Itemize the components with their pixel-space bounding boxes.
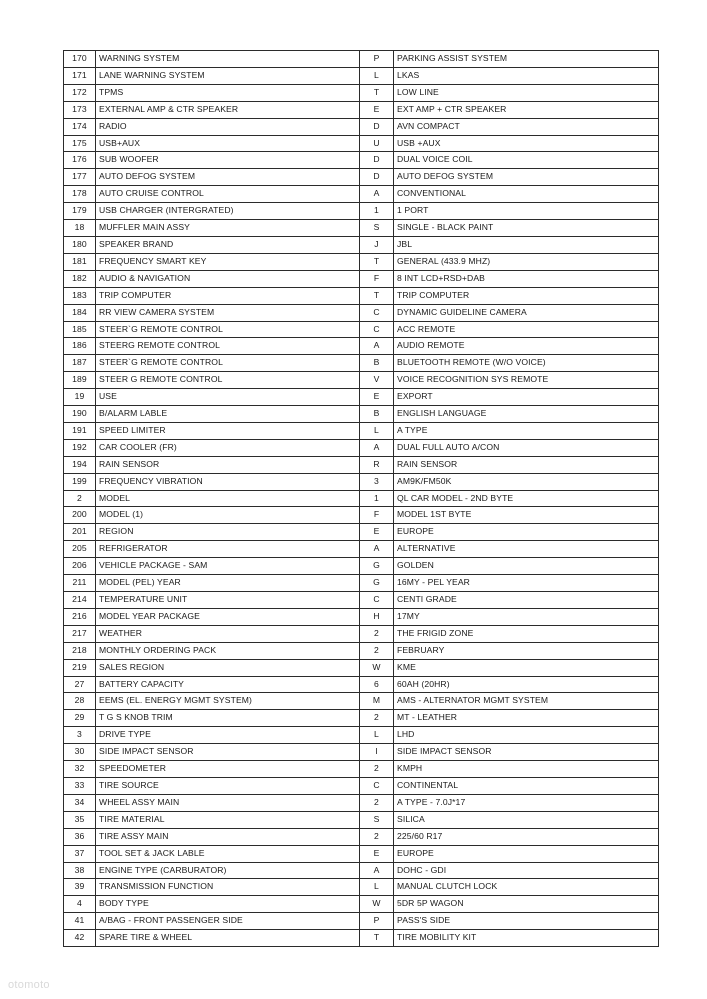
option-description-cell: EXPORT	[394, 389, 659, 406]
feature-code-cell: 36	[64, 828, 96, 845]
feature-code-cell: 216	[64, 608, 96, 625]
feature-code-cell: 184	[64, 304, 96, 321]
feature-code-cell: 33	[64, 777, 96, 794]
option-description-cell: EUROPE	[394, 524, 659, 541]
option-description-cell: 225/60 R17	[394, 828, 659, 845]
table-row	[64, 490, 659, 507]
option-description-cell: EXT AMP + CTR SPEAKER	[394, 101, 659, 118]
option-description-cell: FEBRUARY	[394, 642, 659, 659]
table-row	[64, 253, 659, 270]
table-row	[64, 524, 659, 541]
option-code-cell: L	[360, 422, 394, 439]
feature-name-cell: TOOL SET & JACK LABLE	[96, 845, 360, 862]
table-row	[64, 203, 659, 220]
table-row	[64, 862, 659, 879]
feature-name-cell: MODEL	[96, 490, 360, 507]
option-description-cell: VOICE RECOGNITION SYS REMOTE	[394, 372, 659, 389]
feature-code-cell: 2	[64, 490, 96, 507]
feature-name-cell: STEER`G REMOTE CONTROL	[96, 321, 360, 338]
option-code-cell: T	[360, 930, 394, 947]
option-description-cell: AVN COMPACT	[394, 118, 659, 135]
feature-code-cell: 28	[64, 693, 96, 710]
option-description-cell: BLUETOOTH REMOTE (W/O VOICE)	[394, 355, 659, 372]
option-code-cell: M	[360, 693, 394, 710]
table-row	[64, 828, 659, 845]
feature-code-cell: 201	[64, 524, 96, 541]
table-row	[64, 169, 659, 186]
feature-code-cell: 35	[64, 811, 96, 828]
option-code-cell: 6	[360, 676, 394, 693]
option-code-cell: E	[360, 524, 394, 541]
table-row	[64, 321, 659, 338]
table-row	[64, 338, 659, 355]
option-code-cell: T	[360, 287, 394, 304]
option-description-cell: LOW LINE	[394, 84, 659, 101]
table-row	[64, 744, 659, 761]
option-code-cell: W	[360, 659, 394, 676]
feature-code-cell: 185	[64, 321, 96, 338]
table-row	[64, 558, 659, 575]
feature-code-cell: 219	[64, 659, 96, 676]
feature-name-cell: TEMPERATURE UNIT	[96, 592, 360, 609]
table-row	[64, 608, 659, 625]
option-code-cell: P	[360, 51, 394, 68]
option-description-cell: 60AH (20HR)	[394, 676, 659, 693]
watermark: otomoto	[8, 979, 50, 991]
option-description-cell: GENERAL (433.9 MHZ)	[394, 253, 659, 270]
table-row	[64, 811, 659, 828]
feature-code-cell: 182	[64, 270, 96, 287]
option-code-cell: F	[360, 270, 394, 287]
feature-code-cell: 183	[64, 287, 96, 304]
table-row	[64, 389, 659, 406]
option-description-cell: AUTO DEFOG SYSTEM	[394, 169, 659, 186]
feature-name-cell: ENGINE TYPE (CARBURATOR)	[96, 862, 360, 879]
feature-name-cell: RAIN SENSOR	[96, 456, 360, 473]
feature-code-cell: 189	[64, 372, 96, 389]
feature-name-cell: STEERG REMOTE CONTROL	[96, 338, 360, 355]
feature-name-cell: RADIO	[96, 118, 360, 135]
feature-name-cell: SUB WOOFER	[96, 152, 360, 169]
option-code-cell: G	[360, 558, 394, 575]
option-description-cell: 16MY - PEL YEAR	[394, 575, 659, 592]
option-code-cell: 2	[360, 710, 394, 727]
option-code-cell: B	[360, 355, 394, 372]
table-row	[64, 372, 659, 389]
table-row	[64, 220, 659, 237]
feature-code-cell: 172	[64, 84, 96, 101]
feature-code-cell: 29	[64, 710, 96, 727]
option-code-cell: C	[360, 777, 394, 794]
option-description-cell: SILICA	[394, 811, 659, 828]
option-code-cell: P	[360, 913, 394, 930]
feature-name-cell: TIRE MATERIAL	[96, 811, 360, 828]
feature-code-cell: 37	[64, 845, 96, 862]
feature-name-cell: BATTERY CAPACITY	[96, 676, 360, 693]
feature-name-cell: LANE WARNING SYSTEM	[96, 67, 360, 84]
option-code-cell: D	[360, 169, 394, 186]
option-code-cell: E	[360, 389, 394, 406]
feature-code-cell: 3	[64, 727, 96, 744]
feature-code-cell: 30	[64, 744, 96, 761]
table-row	[64, 67, 659, 84]
feature-code-cell: 181	[64, 253, 96, 270]
feature-code-cell: 178	[64, 186, 96, 203]
feature-name-cell: AUTO CRUISE CONTROL	[96, 186, 360, 203]
option-code-cell: L	[360, 879, 394, 896]
feature-name-cell: AUDIO & NAVIGATION	[96, 270, 360, 287]
option-description-cell: JBL	[394, 236, 659, 253]
table-row	[64, 642, 659, 659]
option-description-cell: MANUAL CLUTCH LOCK	[394, 879, 659, 896]
option-code-cell: 2	[360, 828, 394, 845]
option-description-cell: AM9K/FM50K	[394, 473, 659, 490]
option-code-cell: F	[360, 507, 394, 524]
feature-code-cell: 176	[64, 152, 96, 169]
feature-name-cell: BODY TYPE	[96, 896, 360, 913]
option-description-cell: PASS'S SIDE	[394, 913, 659, 930]
option-code-cell: A	[360, 338, 394, 355]
table-row	[64, 575, 659, 592]
table-row	[64, 896, 659, 913]
option-code-cell: V	[360, 372, 394, 389]
option-description-cell: SINGLE - BLACK PAINT	[394, 220, 659, 237]
option-code-cell: C	[360, 592, 394, 609]
option-description-cell: DYNAMIC GUIDELINE CAMERA	[394, 304, 659, 321]
option-description-cell: ALTERNATIVE	[394, 541, 659, 558]
option-code-cell: A	[360, 541, 394, 558]
option-code-cell: E	[360, 101, 394, 118]
table-row	[64, 473, 659, 490]
feature-code-cell: 173	[64, 101, 96, 118]
feature-code-cell: 180	[64, 236, 96, 253]
option-description-cell: KMPH	[394, 761, 659, 778]
option-description-cell: RAIN SENSOR	[394, 456, 659, 473]
table-row	[64, 879, 659, 896]
option-description-cell: LKAS	[394, 67, 659, 84]
option-description-cell: 8 INT LCD+RSD+DAB	[394, 270, 659, 287]
feature-code-cell: 214	[64, 592, 96, 609]
feature-name-cell: MODEL (PEL) YEAR	[96, 575, 360, 592]
feature-code-cell: 39	[64, 879, 96, 896]
feature-code-cell: 19	[64, 389, 96, 406]
feature-code-cell: 42	[64, 930, 96, 947]
feature-code-cell: 199	[64, 473, 96, 490]
feature-name-cell: B/ALARM LABLE	[96, 406, 360, 423]
feature-name-cell: STEER`G REMOTE CONTROL	[96, 355, 360, 372]
feature-name-cell: MODEL (1)	[96, 507, 360, 524]
option-code-cell: T	[360, 84, 394, 101]
table-row	[64, 135, 659, 152]
feature-name-cell: SPEEDOMETER	[96, 761, 360, 778]
option-code-cell: 2	[360, 761, 394, 778]
option-code-cell: I	[360, 744, 394, 761]
option-description-cell: USB +AUX	[394, 135, 659, 152]
feature-name-cell: SALES REGION	[96, 659, 360, 676]
option-code-cell: G	[360, 575, 394, 592]
table-row	[64, 287, 659, 304]
feature-name-cell: USB CHARGER (INTERGRATED)	[96, 203, 360, 220]
table-row	[64, 727, 659, 744]
table-row	[64, 270, 659, 287]
table-row	[64, 101, 659, 118]
table-row	[64, 51, 659, 68]
option-description-cell: ACC REMOTE	[394, 321, 659, 338]
table-row	[64, 186, 659, 203]
feature-name-cell: WARNING SYSTEM	[96, 51, 360, 68]
table-row	[64, 541, 659, 558]
feature-code-cell: 27	[64, 676, 96, 693]
table-row	[64, 422, 659, 439]
table-row	[64, 693, 659, 710]
option-code-cell: 1	[360, 490, 394, 507]
option-description-cell: MT - LEATHER	[394, 710, 659, 727]
feature-code-cell: 187	[64, 355, 96, 372]
option-code-cell: 2	[360, 625, 394, 642]
feature-code-cell: 18	[64, 220, 96, 237]
feature-name-cell: WHEEL ASSY MAIN	[96, 794, 360, 811]
feature-code-cell: 179	[64, 203, 96, 220]
option-description-cell: KME	[394, 659, 659, 676]
feature-name-cell: EXTERNAL AMP & CTR SPEAKER	[96, 101, 360, 118]
table-row	[64, 659, 659, 676]
feature-name-cell: T G S KNOB TRIM	[96, 710, 360, 727]
table-row	[64, 710, 659, 727]
feature-name-cell: SIDE IMPACT SENSOR	[96, 744, 360, 761]
option-description-cell: CONVENTIONAL	[394, 186, 659, 203]
option-code-cell: C	[360, 304, 394, 321]
option-description-cell: 17MY	[394, 608, 659, 625]
option-description-cell: TIRE MOBILITY KIT	[394, 930, 659, 947]
option-code-cell: W	[360, 896, 394, 913]
option-code-cell: C	[360, 321, 394, 338]
option-code-cell: E	[360, 845, 394, 862]
feature-name-cell: TPMS	[96, 84, 360, 101]
feature-code-cell: 41	[64, 913, 96, 930]
option-description-cell: A TYPE	[394, 422, 659, 439]
feature-name-cell: CAR COOLER (FR)	[96, 439, 360, 456]
option-code-cell: 2	[360, 794, 394, 811]
option-description-cell: DOHC - GDI	[394, 862, 659, 879]
feature-name-cell: WEATHER	[96, 625, 360, 642]
option-code-cell: D	[360, 118, 394, 135]
feature-name-cell: SPARE TIRE & WHEEL	[96, 930, 360, 947]
feature-code-cell: 171	[64, 67, 96, 84]
table-row	[64, 304, 659, 321]
feature-code-cell: 190	[64, 406, 96, 423]
option-description-cell: ENGLISH LANGUAGE	[394, 406, 659, 423]
feature-name-cell: STEER G REMOTE CONTROL	[96, 372, 360, 389]
table-row	[64, 84, 659, 101]
option-code-cell: H	[360, 608, 394, 625]
table-row	[64, 625, 659, 642]
option-code-cell: A	[360, 862, 394, 879]
feature-code-cell: 194	[64, 456, 96, 473]
feature-code-cell: 218	[64, 642, 96, 659]
option-code-cell: 2	[360, 642, 394, 659]
feature-code-cell: 177	[64, 169, 96, 186]
table-row	[64, 794, 659, 811]
table-row	[64, 152, 659, 169]
table-row	[64, 456, 659, 473]
option-description-cell: AUDIO REMOTE	[394, 338, 659, 355]
table-row	[64, 439, 659, 456]
option-description-cell: A TYPE - 7.0J*17	[394, 794, 659, 811]
feature-name-cell: USB+AUX	[96, 135, 360, 152]
feature-name-cell: TIRE ASSY MAIN	[96, 828, 360, 845]
option-description-cell: PARKING ASSIST SYSTEM	[394, 51, 659, 68]
feature-name-cell: MUFFLER MAIN ASSY	[96, 220, 360, 237]
option-description-cell: CONTINENTAL	[394, 777, 659, 794]
table-row	[64, 406, 659, 423]
option-code-cell: 3	[360, 473, 394, 490]
feature-name-cell: TIRE SOURCE	[96, 777, 360, 794]
table-row	[64, 930, 659, 947]
option-description-cell: 1 PORT	[394, 203, 659, 220]
feature-code-cell: 206	[64, 558, 96, 575]
feature-name-cell: REGION	[96, 524, 360, 541]
feature-code-cell: 174	[64, 118, 96, 135]
option-description-cell: DUAL FULL AUTO A/CON	[394, 439, 659, 456]
table-row	[64, 118, 659, 135]
feature-code-cell: 191	[64, 422, 96, 439]
option-description-cell: DUAL VOICE COIL	[394, 152, 659, 169]
feature-name-cell: VEHICLE PACKAGE - SAM	[96, 558, 360, 575]
option-description-cell: TRIP COMPUTER	[394, 287, 659, 304]
feature-code-cell: 186	[64, 338, 96, 355]
feature-code-cell: 192	[64, 439, 96, 456]
option-description-cell: GOLDEN	[394, 558, 659, 575]
table-row	[64, 592, 659, 609]
table-row	[64, 845, 659, 862]
option-description-cell: MODEL 1ST BYTE	[394, 507, 659, 524]
feature-code-cell: 38	[64, 862, 96, 879]
option-description-cell: 5DR 5P WAGON	[394, 896, 659, 913]
feature-name-cell: AUTO DEFOG SYSTEM	[96, 169, 360, 186]
feature-name-cell: MODEL YEAR PACKAGE	[96, 608, 360, 625]
option-code-cell: R	[360, 456, 394, 473]
feature-name-cell: RR VIEW CAMERA SYSTEM	[96, 304, 360, 321]
option-code-cell: D	[360, 152, 394, 169]
feature-code-cell: 175	[64, 135, 96, 152]
option-code-table	[63, 50, 659, 947]
option-description-cell: CENTI GRADE	[394, 592, 659, 609]
feature-name-cell: TRIP COMPUTER	[96, 287, 360, 304]
option-code-cell: S	[360, 220, 394, 237]
feature-name-cell: REFRIGERATOR	[96, 541, 360, 558]
option-code-cell: U	[360, 135, 394, 152]
feature-name-cell: SPEAKER BRAND	[96, 236, 360, 253]
option-code-table-body	[64, 51, 659, 947]
option-code-cell: A	[360, 186, 394, 203]
feature-code-cell: 170	[64, 51, 96, 68]
feature-name-cell: TRANSMISSION FUNCTION	[96, 879, 360, 896]
feature-code-cell: 4	[64, 896, 96, 913]
option-description-cell: THE FRIGID ZONE	[394, 625, 659, 642]
option-code-cell: S	[360, 811, 394, 828]
feature-name-cell: FREQUENCY VIBRATION	[96, 473, 360, 490]
option-description-cell: QL CAR MODEL - 2ND BYTE	[394, 490, 659, 507]
table-row	[64, 355, 659, 372]
table-row	[64, 507, 659, 524]
option-code-cell: T	[360, 253, 394, 270]
feature-name-cell: A/BAG - FRONT PASSENGER SIDE	[96, 913, 360, 930]
option-code-cell: 1	[360, 203, 394, 220]
feature-code-cell: 217	[64, 625, 96, 642]
feature-code-cell: 200	[64, 507, 96, 524]
feature-name-cell: USE	[96, 389, 360, 406]
option-description-cell: SIDE IMPACT SENSOR	[394, 744, 659, 761]
option-code-cell: A	[360, 439, 394, 456]
feature-name-cell: EEMS (EL. ENERGY MGMT SYSTEM)	[96, 693, 360, 710]
table-row	[64, 913, 659, 930]
option-code-cell: L	[360, 67, 394, 84]
feature-name-cell: MONTHLY ORDERING PACK	[96, 642, 360, 659]
option-description-cell: LHD	[394, 727, 659, 744]
table-row	[64, 777, 659, 794]
table-row	[64, 761, 659, 778]
feature-name-cell: DRIVE TYPE	[96, 727, 360, 744]
feature-name-cell: SPEED LIMITER	[96, 422, 360, 439]
option-code-cell: J	[360, 236, 394, 253]
option-description-cell: EUROPE	[394, 845, 659, 862]
option-code-cell: B	[360, 406, 394, 423]
feature-code-cell: 211	[64, 575, 96, 592]
table-row	[64, 676, 659, 693]
feature-code-cell: 205	[64, 541, 96, 558]
option-description-cell: AMS - ALTERNATOR MGMT SYSTEM	[394, 693, 659, 710]
option-code-cell: L	[360, 727, 394, 744]
feature-name-cell: FREQUENCY SMART KEY	[96, 253, 360, 270]
feature-code-cell: 34	[64, 794, 96, 811]
table-row	[64, 236, 659, 253]
feature-code-cell: 32	[64, 761, 96, 778]
